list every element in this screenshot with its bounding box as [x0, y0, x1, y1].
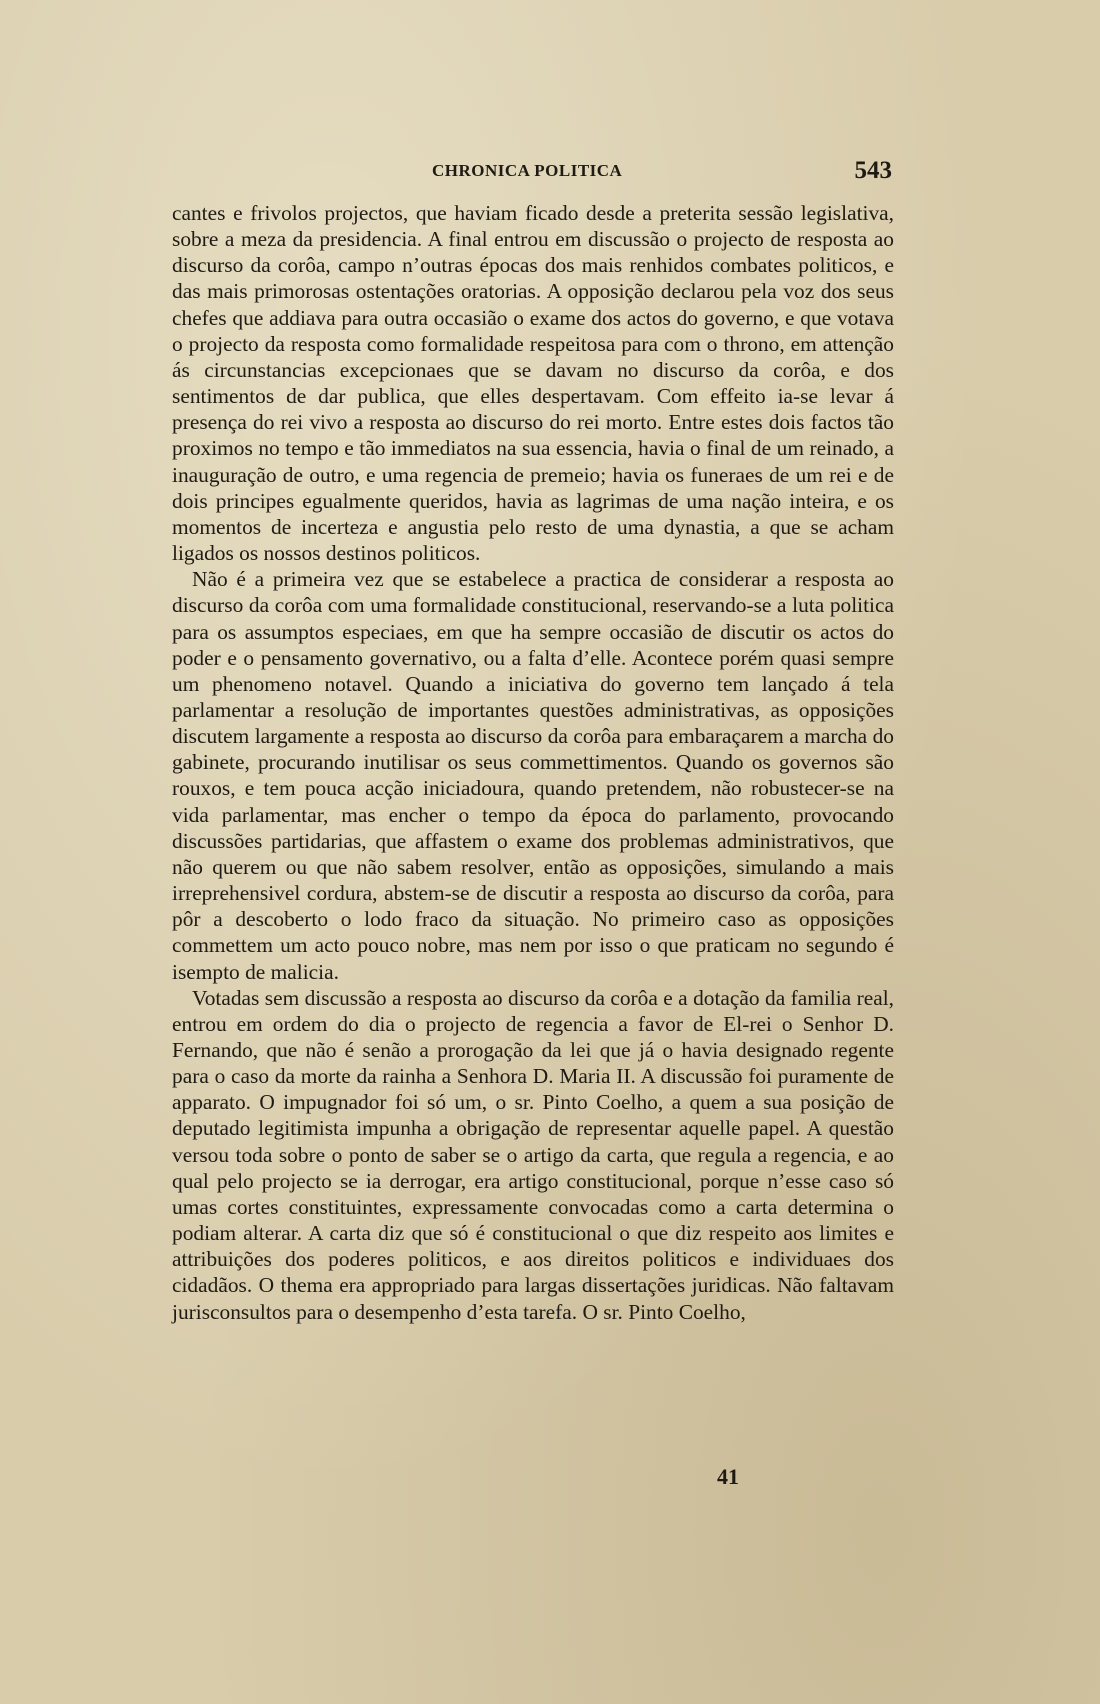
paragraph-1: cantes e frivolos projectos, que haviam ficado desde a preterita sessão legislativa, sobre a meza da presidencia. A final entrou em discussão o projecto de resposta ao discurso da corôa, campo n’outras épocas dos mais renhidos combates politicos, e das mais primorosas ostentações oratorias. A opposição declarou pela voz dos seus chefes que addiava para outra occasião o exame dos actos do governo, e que votava o projecto da resposta como formalidade respeitosa para com o throno, em attenção ás circunstancias excepcionaes que se davam no discurso da corôa, e dos sentimentos de dar publica, que elles despertavam. Com effeito ia-se levar á presença do rei vivo a resposta ao discurso do rei morto. Entre estes dois factos tão proximos no tempo e tão immediatos na sua essencia, havia o final de um reinado, a inauguração de outro, e uma regencia de premeio; havia os funeraes de um rei e de dois principes egualmente queridos, havia as lagrimas de uma nação inteira, e os momentos de incerteza e angustia pelo resto de uma dynastia, a que se acham ligados os nossos destinos politicos. — [172, 201, 894, 566]
running-title: CHRONICA POLITICA — [432, 161, 623, 180]
body-text — [172, 200, 894, 1325]
signature-mark: 41 — [717, 1464, 739, 1489]
page-header — [172, 157, 892, 191]
paragraph-2: Não é a primeira vez que se estabelece a practica de considerar a resposta ao discurso da corôa com uma formalidade constitucional, reservando-se a luta politica para os assumptos especiaes, em que ha sempre occasião de discutir os actos do poder e o pensamento governativo, ou a falta d’elle. Acontece porém quasi sempre um phenomeno notavel. Quando a iniciativa do governo tem lançado á tela parlamentar a resolução de importantes questões administrativas, as opposições discutem largamente a resposta ao discurso da corôa para embaraçarem a marcha do gabinete, procurando inutilisar os seus commettimentos. Quando os governos são rouxos, e tem pouca acção iniciadoura, quando pretendem, não robustecer-se na vida parlamentar, mas encher o tempo da época do parlamento, provocando discussões partidarias, que affastem o exame dos problemas administrativos, que não querem ou que não sabem resolver, então as opposições, simulando a mais irreprehensivel cordura, abstem-se de discutir a resposta ao discurso da corôa, para pôr a descoberto o lodo fraco da situação. No primeiro caso as opposições commettem um acto pouco nobre, mas nem por isso o que praticam no segundo é isempto de malicia. — [172, 567, 894, 984]
page-number: 543 — [854, 157, 892, 184]
paragraph-3: Votadas sem discussão a resposta ao discurso da corôa e a dotação da familia real, entrou em ordem do dia o projecto de regencia a favor de El-rei o Senhor D. Fernando, que não é senão a prorogação da lei que já o havia designado regente para o caso da morte da rainha a Senhora D. Maria II. A discussão foi puramente de apparato. O impugnador foi só um, o sr. Pinto Coelho, a quem a sua posição de deputado legitimista impunha a obrigação de representar aquelle papel. A questão versou toda sobre o ponto de saber se o artigo da carta, que regula a regencia, e ao qual pelo projecto se ia derrogar, era artigo constitucional, porque n’esse caso só umas cortes constituintes, expressamente convocadas como a carta determina o podiam alterar. A carta diz que só é constitucional o que diz respeito aos limites e attribuições dos poderes politicos, e aos direitos politicos e individuaes dos cidadãos. O thema era appropriado para largas dissertações juridicas. Não faltavam jurisconsultos para o desempenho d’esta tarefa. O sr. Pinto Coelho, — [172, 985, 894, 1324]
